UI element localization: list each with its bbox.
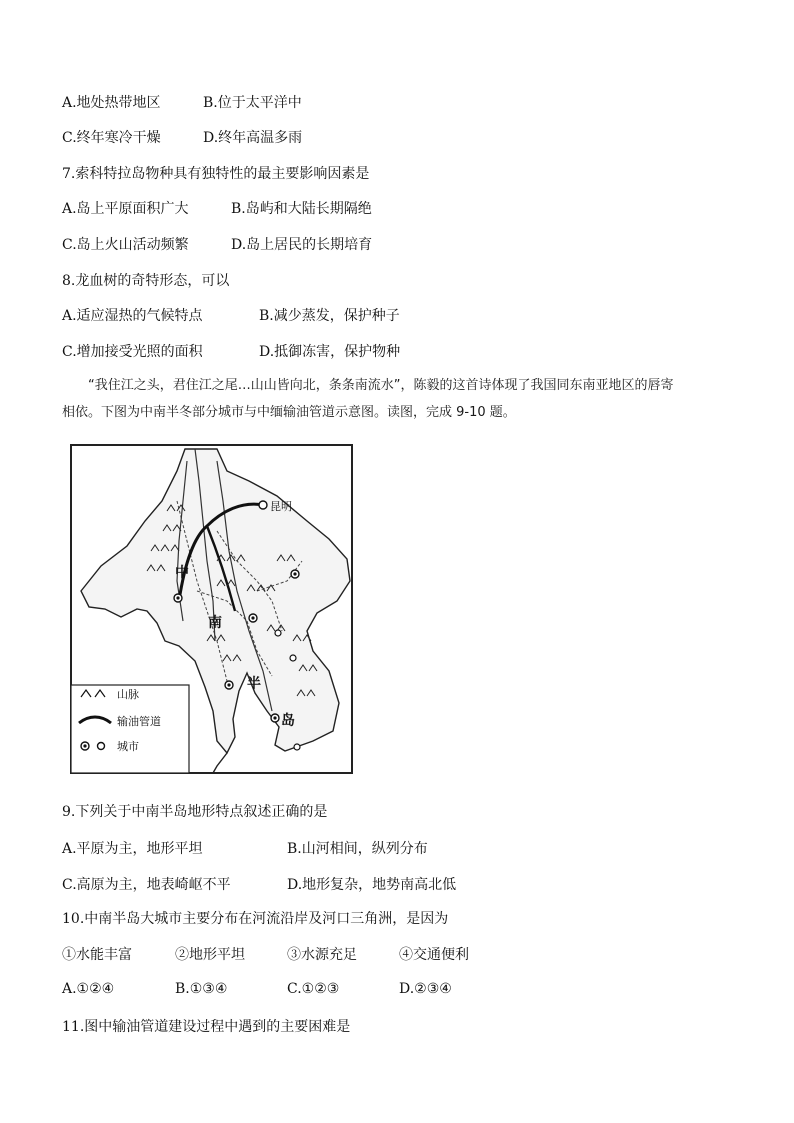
q8-stem: 8.龙血树的奇特形态，可以: [62, 273, 230, 289]
q10-option-d: D.②③④: [399, 981, 452, 997]
intro-line-1: “我住江之头，君住江之尾…山山皆向北，条条南流水”，陈毅的这首诗体现了我国同东南亚地区的唇寄: [88, 378, 674, 393]
q10-item-2: ②地形平坦: [175, 947, 245, 963]
peninsula-char-3: 半: [247, 676, 261, 692]
q7-option-c: C.岛上火山活动频繁: [62, 237, 189, 253]
city-marker-small: [294, 744, 300, 750]
q9-option-b: B.山河相间，纵列分布: [287, 841, 428, 857]
q9-stem: 9.下列关于中南半岛地形特点叙述正确的是: [62, 804, 328, 820]
peninsula-char-1: 中: [175, 565, 189, 581]
q9-option-d: D.地形复杂，地势南高北低: [287, 877, 457, 893]
q7-option-b: B.岛屿和大陆长期隔绝: [231, 201, 372, 217]
q6-option-c: C.终年寒冷干燥: [62, 130, 161, 146]
q11-stem: 11.图中输油管道建设过程中遇到的主要困难是: [62, 1019, 351, 1035]
q8-option-a: A.适应湿热的气候特点: [62, 308, 203, 324]
legend-city-label: 城市: [117, 740, 139, 753]
q7-stem: 7.索科特拉岛物种具有独特性的最主要影响因素是: [62, 166, 370, 182]
map-legend: [71, 685, 189, 773]
peninsula-char-2: 南: [208, 615, 222, 631]
peninsula-char-4: 岛: [281, 713, 295, 729]
intro-passage: [62, 372, 742, 426]
q8-option-d: D.抵御冻害，保护物种: [259, 344, 401, 360]
q10-item-3: ③水源充足: [287, 947, 357, 963]
q6-option-d: D.终年高温多雨: [203, 130, 303, 146]
q10-option-a: A.①②④: [62, 981, 115, 997]
q10-option-b: B.①③④: [175, 981, 228, 997]
q10-item-4: ④交通便利: [399, 947, 469, 963]
legend-mountain-label: 山脉: [117, 688, 139, 701]
city-marker-small: [275, 630, 281, 636]
legend-pipeline-label: 输油管道: [117, 715, 161, 728]
q9-option-a: A.平原为主，地形平坦: [62, 841, 203, 857]
q10-option-c: C.①②③: [287, 981, 340, 997]
q6-option-a: A.地处热带地区: [62, 95, 161, 111]
q10-stem: 10.中南半岛大城市主要分布在河流沿岸及河口三角洲，是因为: [62, 911, 449, 927]
q8-option-b: B.减少蒸发，保护种子: [259, 308, 400, 324]
indochina-map: [67, 441, 357, 777]
city-kunming: [259, 501, 267, 509]
q10-item-1: ①水能丰富: [62, 947, 132, 963]
q6-option-b: B.位于太平洋中: [203, 95, 302, 111]
legend-small-city-icon: [98, 743, 105, 750]
q8-option-c: C.增加接受光照的面积: [62, 344, 203, 360]
intro-line-2: 相依。下图为中南半冬部分城市与中缅输油管道示意图。读图，完成 9-10 题。: [62, 405, 516, 420]
q7-option-d: D.岛上居民的长期培育: [231, 237, 373, 253]
city-label-kunming: 昆明: [270, 500, 292, 513]
city-marker-small: [290, 655, 296, 661]
q9-option-c: C.高原为主，地表崎岖不平: [62, 877, 231, 893]
q7-option-a: A.岛上平原面积广大: [62, 201, 189, 217]
